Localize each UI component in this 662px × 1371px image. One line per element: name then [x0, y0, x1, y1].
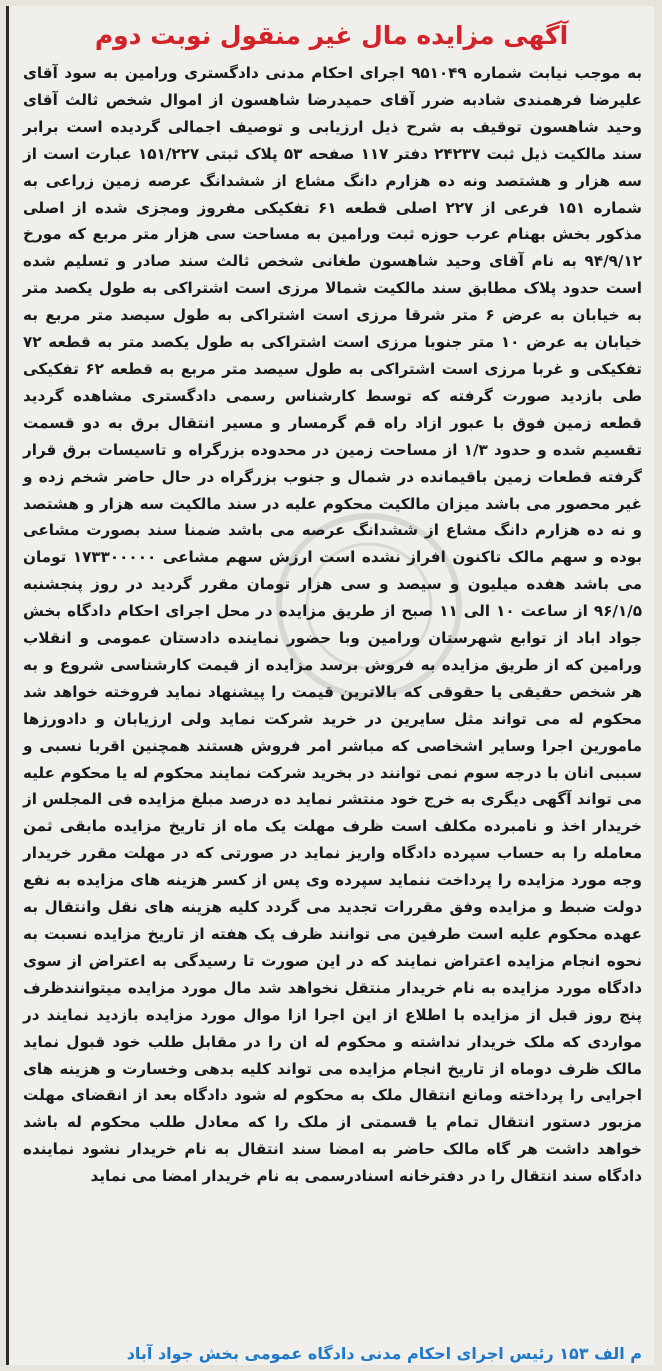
notice-clipping: [6, 6, 654, 1365]
notice-title: آگهی مزایده مال غیر منقول نوبت دوم: [94, 21, 569, 50]
notice-footer-signature: م الف ۱۵۳ رئیس اجرای احکام مدنی دادگاه عمومی بخش جواد آباد: [126, 1344, 642, 1363]
notice-body: به موجب نیابت شماره ۹۵۱۰۴۹ اجرای احکام مدنی دادگستری ورامین به سود آقای علیرضا فرهمندی شادبه ضرر آقای حمیدرضا شاهسون از اموال شخص ثالث آقای وحید شاهسون توقیف به شرح ذیل ارزیابی و توصیف اجمالی گردیده است برابر سند مالکیت ذیل ثبت ۲۴۲۳۷ دفتر ۱۱۷ صفحه ۵۳ پلاک ثبتی ۱۵۱/۲۲۷ عبارت است از سه هزار و هشتصد ونه ده هزارم دانگ مشاع از ششدانگ عرصه زمین زراعی به شماره ۱۵۱ فرعی از ۲۲۷ اصلی قطعه ۶۱ تفکیکی مفروز ومجزی شده از اصلی مذکور بخش بهنام عرب حوزه ثبت ورامین به مساحت سی هزار متر مربع که مورخ ۹۴/۹/۱۲ به نام آقای وحید شاهسون طغانی شخص ثالث سند صادر و تسلیم شده است حدود پلاک مطابق سند مالکیت شمالا مرزی است اشتراکی به طول یکصد متر به خیابان به عرض ۶ متر شرقا مرزی است اشتراکی به طول سیصد متر مربع به خیابان به عرض ۱۰ متر جنوبا مرزی است اشتراکی به طول یکصد متر به قطعه ۷۲ تفکیکی و غربا مرزی است اشتراکی به طول سیصد متر مربع به قطعه ۶۲ تفکیکی طی بازدید صورت گرفته که توسط کارشناس رسمی دادگستری مشاهده گردید قطعه زمین فوق با عبور ازاد راه قم گرمسار و مسیر انتقال برق به دو قسمت تقسیم شده و حدود ۱/۳ از مساحت زمین در محدوده بزرگراه و تاسیسات برق قرار گرفته قطعات زمین باقیمانده در شمال و جنوب بزرگراه در حال حاضر شخم زده و غیر محصور می باشد میزان مالکیت محکوم علیه در سند مالکیت سه هزار و هشتصد و نه ده هزارم دانگ مشاع از ششدانگ عرصه می باشد ضمنا سند بصورت مشاعی بوده و سهم مالک تاکنون افراز نشده است ارزش سهم مشاعی ۱۷۳۳۰۰۰۰۰ تومان می باشد هفده میلیون و سیصد و سی هزار تومان مقرر گردید در روز پنجشنبه ۹۶/۱/۵ از ساعت ۱۰ الی ۱۱ صبح از طریق مزایده در محل اجرای احکام دادگاه بخش جواد اباد از توابع شهرستان ورامین وبا حضور نماینده دادستان عمومی و انقلاب ورامین که از طریق مزایده به فروش برسد مزایده از قیمت کارشناسی شروع و به هر شخص حقیقی یا حقوقی که بالاترین قیمت را پیشنهاد نماید فروخته خواهد شد محکوم له می تواند مثل سایرین در خرید شرکت نماید ولی ارزیابان و دادورزها مامورین اجرا وسایر اشخاصی که مباشر امر فروش هستند همچنین اقربا نسبی و سببی انان با درجه سوم نمی توانند در بخرید شرکت نمایند محکوم له یا محکوم علیه می تواند آگهی دیگری به خرج خود منتشر نماید ده درصد مبلغ مزایده فی المجلس از خریدار اخذ و نامبرده مکلف است ظرف مهلت یک ماه از تاریخ مزایده مابقی ثمن معامله را به حساب سپرده دادگاه واریز نماید در صورتی که در مهلت مقرر خریدار وجه مورد مزایده را پرداخت ننماید سپرده وی پس از کسر هزینه های مزایده به نفع دولت ضبط و مزایده وفق مقررات تجدید می گردد کلیه هزینه های نقل وانتقال به عهده محکوم علیه است طرفین می توانند ظرف یک هفته از تاریخ مزایده نسبت به نحوه انجام مزایده اعتراض نمایند که در این صورت تا رسیدگی به اعتراض از سوی دادگاه مورد مزایده به نام خریدار منتقل نخواهد شد مال مورد مزایده میتوانندظرف پنج روز قبل از مزایده با اطلاع از این اجرا ازا موال مورد مزایده بازدید نمایند در مواردی که ملک خریدار نداشته و محکوم له ان را در مقابل طلب خود قبول نماید مالک ظرف دوماه از تاریخ انجام مزایده می تواند کلیه بدهی وخسارت و هزینه های اجرایی را پرداخته ومانع انتقال ملک به محکوم له شود دادگاه بعد از انقضای مهلت مزبور دستور انتقال تمام یا قسمتی از ملک را که معادل طلب محکوم له باشد خواهد داشت هر گاه مالک حاضر به امضا سند انتقال به نام خریدار نشود نماینده دادگاه سند انتقال را در دفترخانه اسنادرسمی به نام خریدار امضا می نماید: [23, 64, 643, 1186]
